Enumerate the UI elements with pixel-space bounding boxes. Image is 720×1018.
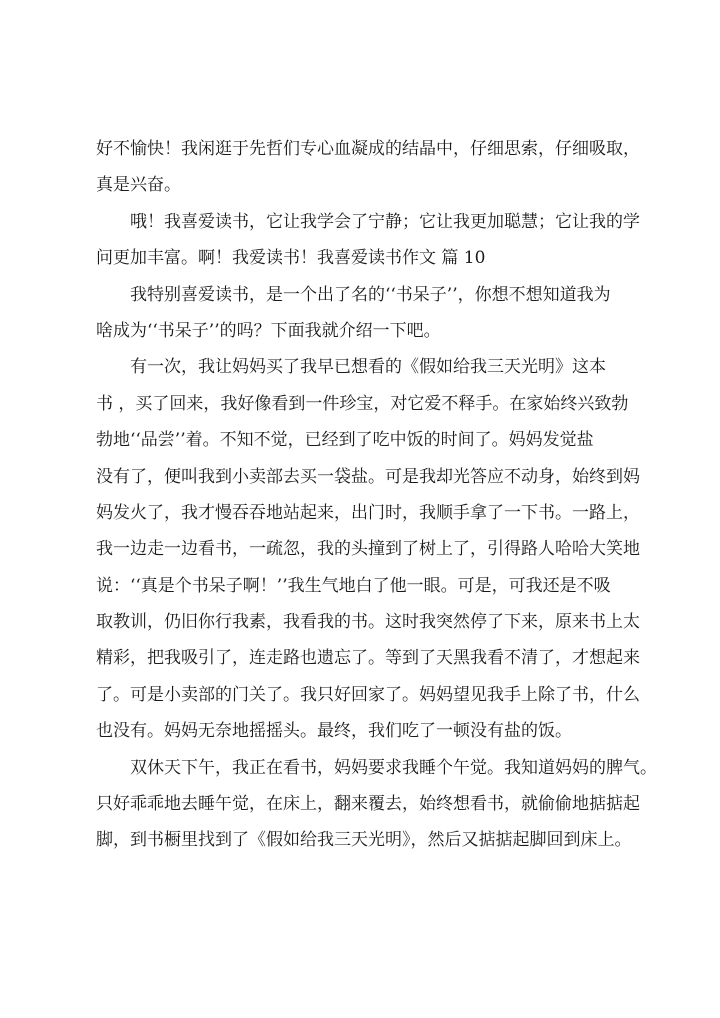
text-line: 哦！我喜爱读书，它让我学会了宁静；它让我更加聪慧；它让我的学 — [96, 211, 640, 232]
text-line: 说：‘‘真是个书呆子啊！’’我生气地白了他一眼。可是，可我还是不吸 — [96, 575, 611, 596]
text-line: 啥成为‘‘书呆子’’的吗？下面我就介绍一下吧。 — [96, 320, 441, 341]
text-line: 问更加丰富。啊！我爱读书！我喜爱读书作文 篇 10 — [96, 248, 486, 269]
text-line: 妈发火了，我才慢吞吞地站起来，出门时，我顺手拿了一下书。一路上， — [96, 502, 640, 523]
text-line: 书 ，买了回来，我好像看到一件珍宝，对它爱不释手。在家始终兴致勃 — [96, 393, 629, 414]
text-line: 有一次，我让妈妈买了我早已想看的《假如给我三天光明》这本 — [96, 357, 606, 378]
text-line: 了。可是小卖部的门关了。我只好回家了。妈妈望见我手上除了书，什么 — [96, 684, 640, 705]
essay-text — [96, 131, 657, 859]
text-line: 我特别喜爱读书，是一个出了名的‘‘书呆子’’，你想不想知道我为 — [96, 284, 611, 305]
text-line: 脚，到书橱里找到了《假如给我三天光明》，然后又掂掂起脚回到床上。 — [96, 830, 632, 851]
text-line: 取教训，仍旧你行我素，我看我的书。这时我突然停了下来，原来书上太 — [96, 612, 640, 633]
text-line: 也没有。妈妈无奈地摇摇头。最终，我们吃了一顿没有盐的饭。 — [96, 721, 572, 742]
text-line: 我一边走一边看书，一疏忽，我的头撞到了树上了，引得路人哈哈大笑地 — [96, 539, 640, 560]
text-line: 双休天下午，我正在看书，妈妈要求我睡个午觉。我知道妈妈的脾气。 — [96, 757, 657, 778]
text-line: 没有了，便叫我到小卖部去买一袋盐。可是我却光答应不动身，始终到妈 — [96, 466, 640, 487]
text-line: 好不愉快！我闲逛于先哲们专心血凝成的结晶中，仔细思索，仔细吸取， — [96, 139, 640, 159]
text-line: 只好乖乖地去睡午觉，在床上，翻来覆去，始终想看书，就偷偷地掂掂起 — [96, 794, 640, 815]
text-line: 真是兴奋。 — [96, 175, 181, 196]
text-line: 精彩，把我吸引了，连走路也遗忘了。等到了天黑我看不清了，才想起来 — [96, 648, 640, 669]
text-line: 勃地‘‘品尝’’着。不知不觉，已经到了吃中饭的时间了。妈妈发觉盐 — [96, 430, 594, 451]
